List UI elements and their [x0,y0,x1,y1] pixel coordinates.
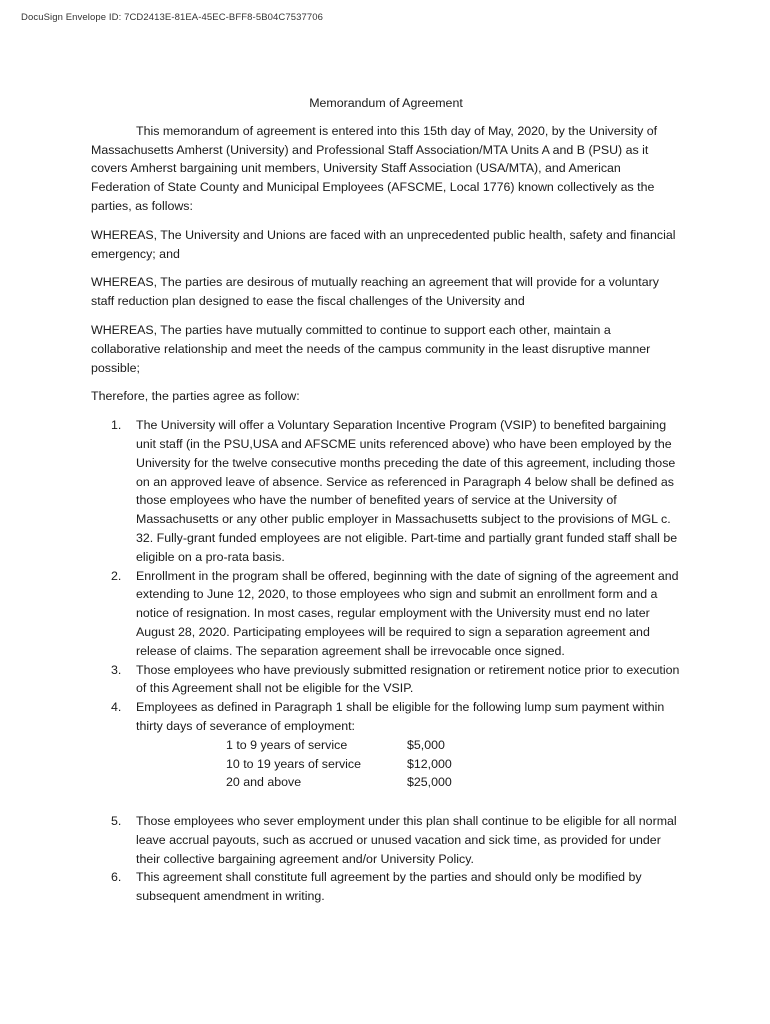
list-item [91,868,681,906]
item-number: 5. [111,814,122,829]
memorandum-document [91,94,681,906]
document-title: Memorandum of Agreement [309,96,463,110]
therefore-clause: Therefore, the parties agree as follow: [91,389,300,404]
service-range: 10 to 19 years of service [226,756,361,771]
list-item [91,698,681,736]
payment-amount: $25,000 [407,775,452,790]
item-text: Employees as defined in Paragraph 1 shall be eligible for the following lump sum payment within thirty days of severance of employment: [136,700,665,733]
schedule-row [226,736,681,755]
service-range: 20 and above [226,775,302,790]
payment-amount: $5,000 [407,737,445,752]
whereas-clause-1: WHEREAS, The University and Unions are faced with an unprecedented public health, safety and financial emergency; and [91,227,676,261]
item-text: Enrollment in the program shall be offered, beginning with the date of signing of the agreement and extending to June 12, 2020, to those employees who sign and submit an enrollment form and a notice of resignation. In most cases, regular employment with the University must end no later August 28, 2020. Participating employees will be required to sign a separation agreement and release of claims. The separation agreement shall be irrevocable once signed. [136,568,679,658]
list-item [91,812,681,868]
list-item [91,416,681,566]
item-number: 4. [111,700,122,715]
item-number: 1. [111,418,122,433]
item-number: 2. [111,568,122,583]
intro-paragraph: This memorandum of agreement is entered into this 15th day of May, 2020, by the University of Massachusetts Amherst (University) and Professional Staff Association/MTA Units A and B (PSU) as it covers Amherst bargaining unit members, University Staff Association (USA/MTA), and American Federation of State County and Municipal Employees (AFSCME, Local 1776) known collectively as the parties, as follows: [91,123,658,213]
item-text: Those employees who sever employment under this plan shall continue to be eligible for all normal leave accrual payouts, such as accrued or unused vacation and sick time, as provided for under their collective bargaining agreement and/or University Policy. [136,814,677,866]
list-item [91,567,681,661]
item-number: 3. [111,662,122,677]
schedule-row [226,755,681,774]
agreement-terms-list [91,416,681,736]
service-range: 1 to 9 years of service [226,737,348,752]
item-text: This agreement shall constitute full agreement by the parties and should only be modified by subsequent amendment in writing. [136,870,642,904]
schedule-row [226,773,681,792]
docusign-envelope-id: DocuSign Envelope ID: 7CD2413E-81EA-45EC-BFF8-5B04C7537706 [21,12,324,23]
whereas-clause-3: WHEREAS, The parties have mutually committed to continue to support each other, maintain a collaborative relationship and meet the needs of the campus community in the least disruptive manner possible; [91,322,651,375]
whereas-clause-2: WHEREAS, The parties are desirous of mutually reaching an agreement that will provide for a voluntary staff reduction plan designed to ease the fiscal challenges of the University and [91,275,659,309]
list-item [91,661,681,699]
payment-amount: $12,000 [407,756,452,771]
item-text: Those employees who have previously submitted resignation or retirement notice prior to execution of this Agreement shall not be eligible for the VSIP. [136,662,680,696]
item-text: The University will offer a Voluntary Separation Incentive Program (VSIP) to benefited bargaining unit staff (in the PSU,USA and AFSCME units referenced above) who have been employed by the University for the twelve consecutive months preceding the date of this agreement, including those on an approved leave of absence. Service as referenced in Paragraph 4 below shall be defined as those employees who have the number of benefited years of service at the University of Massachusetts or any other public employer in Massachusetts subject to the provisions of MGL c. 32. Fully-grant funded employees are not eligible. Part-time and partially grant funded staff shall be eligible on a pro-rata basis. [136,418,678,564]
payment-schedule [226,736,681,792]
item-number: 6. [111,870,122,885]
agreement-terms-list-continued [91,812,681,906]
